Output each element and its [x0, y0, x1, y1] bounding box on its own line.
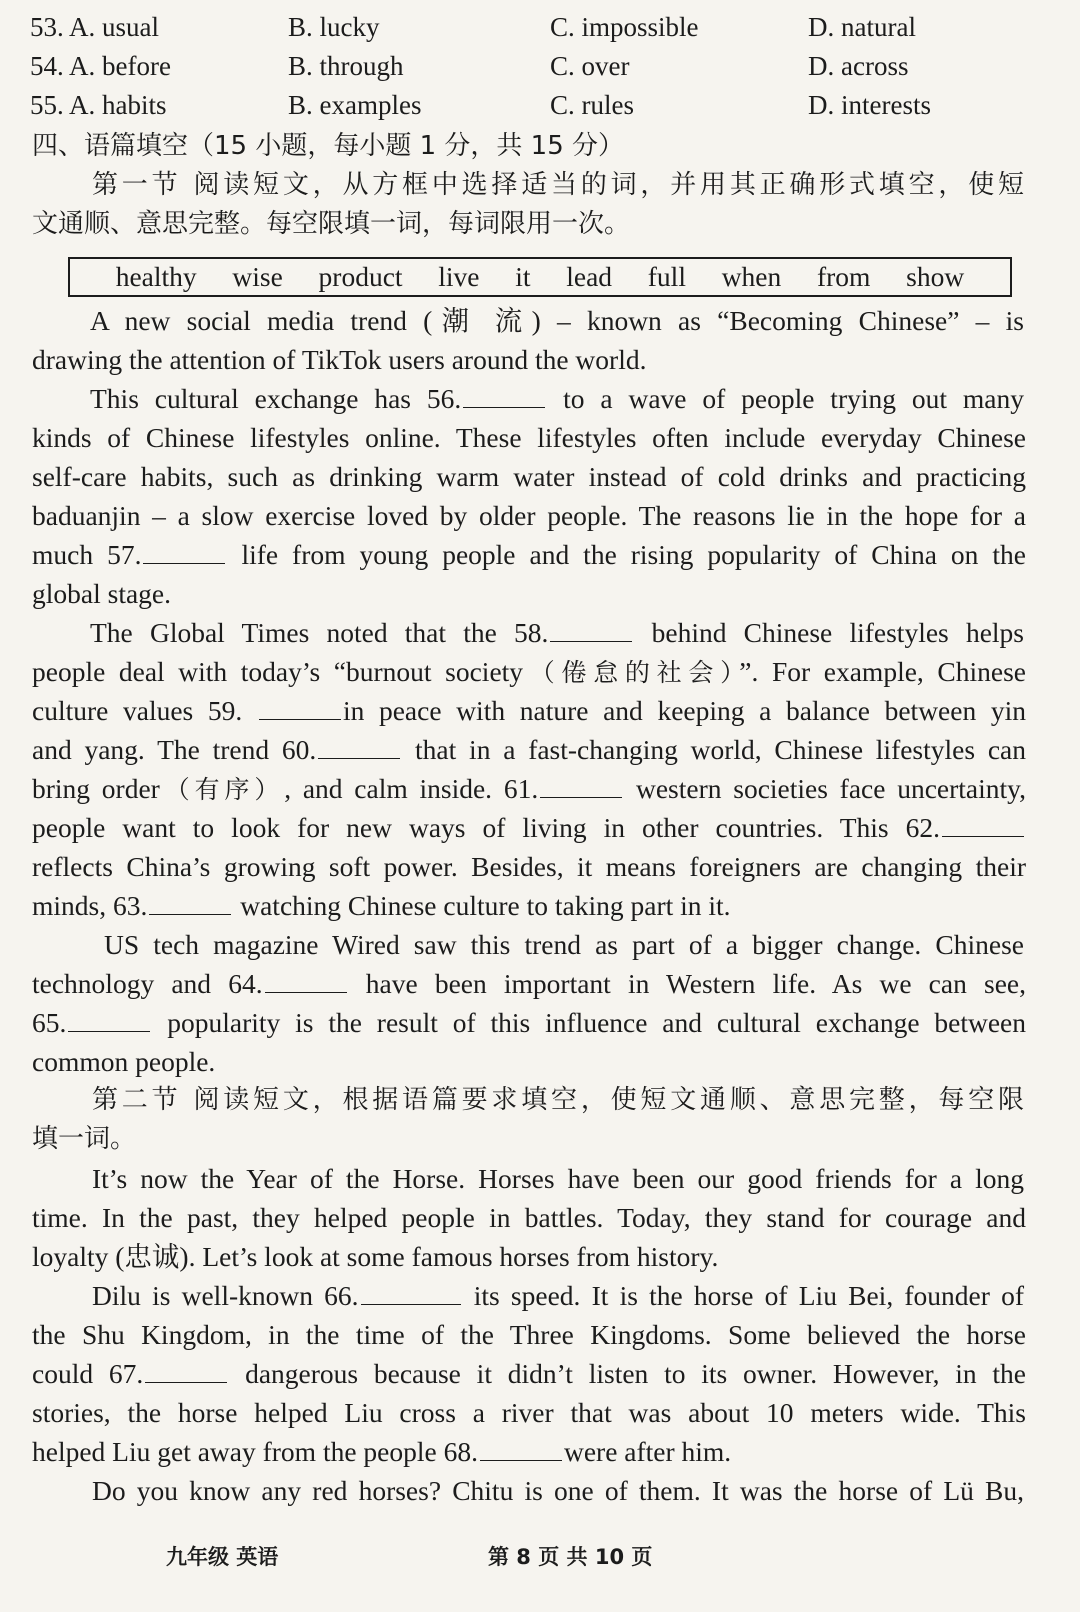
word-box-word: lead	[566, 261, 613, 292]
passage2-line: It’s now the Year of the Horse. Horses have been our good friends for a long	[92, 1163, 1024, 1194]
word-box-word: product	[318, 261, 403, 292]
line-text: ”. For example, Chinese	[739, 656, 1026, 687]
passage1-line: A new social media trend (潮 流) – known as “Becoming Chinese” – is	[90, 305, 1024, 336]
part2-instruction-line2: 填一词。	[32, 1124, 137, 1154]
line-text: that in a fast-changing world, Chinese lifestyles can	[415, 734, 1027, 765]
passage1-line: global stage.	[32, 578, 171, 609]
word-box-word: healthy	[115, 261, 197, 292]
line-text-zh: （倦怠的社会）	[523, 658, 740, 687]
footer-grade-subject: 九年级 英语	[166, 1545, 279, 1569]
option-c: C. over	[550, 51, 630, 81]
word-box	[68, 257, 1012, 297]
passage1-line	[32, 1003, 1026, 1042]
answer-blank-68[interactable]	[480, 1436, 562, 1461]
answer-blank-61[interactable]	[540, 773, 622, 798]
line-text: The Global Times noted that the 58.	[90, 617, 549, 648]
line-text: and yang. The trend 60.	[32, 734, 317, 765]
option-a: 54. A. before	[30, 51, 171, 81]
line-text: technology and 64.	[32, 968, 263, 999]
passage2-line	[32, 1432, 1026, 1471]
option-d: D. natural	[808, 12, 916, 42]
line-text: dangerous because it didn’t listen to its owner. However, in the	[245, 1358, 1027, 1389]
word-box-word: live	[438, 261, 480, 292]
line-text: culture values 59.	[32, 695, 243, 726]
passage1-line: common people.	[32, 1046, 216, 1077]
passage2-line: the Shu Kingdom, in the time of the Three Kingdoms. Some believed the horse	[32, 1319, 1026, 1350]
line-text-zh: （有序）	[159, 775, 285, 804]
line-text: to a wave of people trying out many	[563, 383, 1024, 414]
option-c: C. rules	[550, 90, 634, 120]
answer-blank-59[interactable]	[259, 695, 341, 720]
answer-blank-57[interactable]	[143, 539, 225, 564]
passage1-line: self-care habits, such as drinking warm water instead of cold drinks and practicing	[32, 461, 1026, 492]
passage1-line: reflects China’s growing soft power. Besides, it means foreigners are changing their	[32, 851, 1026, 882]
passage2-line	[92, 1276, 1024, 1315]
answer-blank-62[interactable]	[942, 812, 1024, 837]
option-row-54	[30, 51, 1030, 91]
passage2-line: loyalty (忠诚). Let’s look at some famous horses from history.	[32, 1241, 719, 1272]
passage1-line	[32, 730, 1026, 769]
word-box-word: from	[816, 261, 871, 292]
passage1-line	[90, 379, 1024, 418]
option-d: D. across	[808, 51, 909, 81]
passage1-line: US tech magazine Wired saw this trend as part of a bigger change. Chinese	[104, 929, 1024, 960]
passage2-line: Do you know any red horses? Chitu is one of them. It was the horse of Lü Bu,	[92, 1475, 1024, 1506]
line-text: minds, 63.	[32, 890, 148, 921]
answer-blank-60[interactable]	[318, 734, 400, 759]
option-a: 53. A. usual	[30, 12, 160, 42]
passage1-line	[32, 691, 1026, 730]
passage2-line: time. In the past, they helped people in battles. Today, they stand for courage and	[32, 1202, 1026, 1233]
word-box-word: when	[721, 261, 782, 292]
answer-blank-56[interactable]	[463, 383, 545, 408]
passage1-line: kinds of Chinese lifestyles online. These lifestyles often include everyday Chinese	[32, 422, 1026, 453]
answer-blank-64[interactable]	[265, 968, 347, 993]
line-text: bring order	[32, 773, 160, 804]
answer-blank-65[interactable]	[68, 1007, 150, 1032]
footer-page-number: 第 8 页 共 10 页	[488, 1545, 653, 1569]
answer-blank-66[interactable]	[361, 1280, 461, 1305]
passage1-line	[32, 769, 1026, 809]
part1-instruction-line1: 第一节 阅读短文，从方框中选择适当的词，并用其正确形式填空，使短	[92, 170, 1024, 200]
passage1-line	[90, 613, 1024, 652]
part2-instruction-line1: 第二节 阅读短文，根据语篇要求填空，使短文通顺、意思完整，每空限	[92, 1085, 1024, 1115]
answer-blank-63[interactable]	[149, 890, 231, 915]
word-box-word: show	[906, 261, 965, 292]
part1-instruction-line2: 文通顺、意思完整。每空限填一词，每词限用一次。	[32, 209, 631, 239]
line-text: 65.	[32, 1007, 67, 1038]
line-text: This cultural exchange has 56.	[90, 383, 462, 414]
line-text: Dilu is well-known 66.	[92, 1280, 359, 1311]
line-text: could 67.	[32, 1358, 144, 1389]
passage1-line	[32, 964, 1026, 1003]
line-text: popularity is the result of this influence and cultural exchange between	[167, 1007, 1027, 1038]
line-text: western societies face uncertainty,	[635, 773, 1026, 804]
line-text: much 57.	[32, 539, 142, 570]
line-text: were after him.	[563, 1436, 732, 1467]
line-text: behind Chinese lifestyles helps	[651, 617, 1024, 648]
option-b: B. through	[288, 51, 404, 81]
option-b: B. examples	[288, 90, 422, 120]
line-text: life from young people and the rising popularity of China on the	[241, 539, 1026, 570]
section-heading: 四、语篇填空（15 小题，每小题 1 分，共 15 分）	[32, 131, 625, 161]
line-text: in peace with nature and keeping a balance between yin	[342, 695, 1027, 726]
option-c: C. impossible	[550, 12, 699, 42]
passage2-line: stories, the horse helped Liu cross a river that was about 10 meters wide. This	[32, 1397, 1026, 1428]
line-text: , and calm inside. 61.	[284, 773, 539, 804]
passage1-line: drawing the attention of TikTok users around the world.	[32, 344, 647, 375]
line-text: people deal with today’s “burnout society	[32, 656, 524, 687]
answer-blank-67[interactable]	[145, 1358, 227, 1383]
line-text: helped Liu get away from the people 68.	[32, 1436, 478, 1467]
line-text: watching Chinese culture to taking part in it.	[240, 890, 731, 921]
line-text: its speed. It is the horse of Liu Bei, founder of	[473, 1280, 1024, 1311]
option-d: D. interests	[808, 90, 931, 120]
passage1-line: baduanjin – a slow exercise loved by older people. The reasons lie in the hope for a	[32, 500, 1026, 531]
option-b: B. lucky	[288, 12, 380, 42]
word-box-word: it	[515, 261, 531, 292]
line-text: have been important in Western life. As we can see,	[365, 968, 1026, 999]
passage1-line	[32, 886, 1026, 925]
option-a: 55. A. habits	[30, 90, 167, 120]
passage2-line	[32, 1354, 1026, 1393]
passage1-line	[32, 808, 1026, 847]
line-text: people want to look for new ways of living in other countries. This 62.	[32, 812, 940, 843]
option-row-53	[30, 12, 1030, 52]
word-box-word: full	[647, 261, 686, 292]
word-box-word: wise	[232, 261, 283, 292]
passage1-line	[32, 652, 1026, 692]
passage1-line	[32, 535, 1026, 574]
answer-blank-58[interactable]	[550, 617, 632, 642]
option-row-55	[30, 90, 1030, 130]
